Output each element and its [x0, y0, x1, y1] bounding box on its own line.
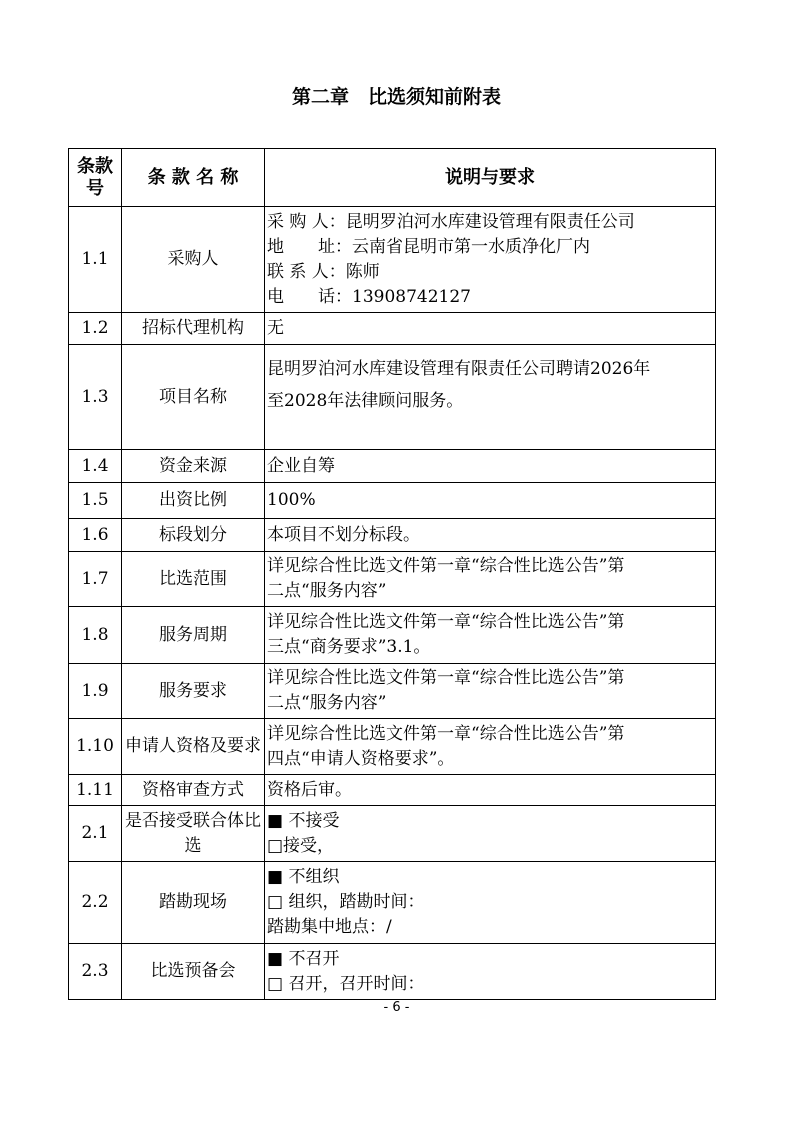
desc-line: ■ 不接受 [267, 810, 340, 831]
desc-line: 二点“服务内容” [267, 693, 387, 713]
clause-desc [265, 664, 716, 719]
clause-no: 1.11 [69, 775, 122, 806]
clause-desc [265, 552, 716, 607]
clause-desc [265, 483, 716, 519]
table-row [69, 313, 716, 345]
desc-line: 企业自筹 [267, 455, 335, 476]
desc-line: 详见综合性比选文件第一章“综合性比选公告”第 [267, 668, 625, 688]
clause-name: 采购人 [122, 207, 265, 313]
clause-name: 是否接受联合体比选 [122, 806, 265, 862]
table-row [69, 664, 716, 719]
desc-line: 采 购 人：昆明罗泊河水库建设管理有限责任公司 [267, 211, 635, 232]
table-row [69, 483, 716, 519]
desc-line: 详见综合性比选文件第一章“综合性比选公告”第 [267, 556, 625, 576]
clause-name: 服务周期 [122, 607, 265, 664]
desc-line: 无 [267, 318, 284, 338]
clause-no: 1.2 [69, 313, 122, 345]
clause-desc [265, 806, 716, 862]
clause-name: 项目名称 [122, 345, 265, 450]
desc-line: 电 话：13908742127 [267, 286, 471, 307]
clause-no: 1.5 [69, 483, 122, 519]
clause-desc [265, 607, 716, 664]
desc-line: □ 召开，召开时间： [267, 973, 425, 994]
clause-name: 服务要求 [122, 664, 265, 719]
clause-desc [265, 775, 716, 806]
clause-no: 1.10 [69, 719, 122, 775]
clause-no: 1.3 [69, 345, 122, 450]
clause-name: 比选预备会 [122, 944, 265, 1000]
table-row [69, 944, 716, 1000]
header-clause-name: 条 款 名 称 [122, 149, 265, 207]
desc-line: 昆明罗泊河水库建设管理有限责任公司聘请2026年 [267, 359, 651, 379]
table-row [69, 519, 716, 552]
clause-name: 踏勘现场 [122, 862, 265, 944]
header-description: 说明与要求 [265, 149, 716, 207]
clause-desc [265, 519, 716, 552]
table-row [69, 862, 716, 944]
header-clause-no: 条款号 [69, 149, 122, 207]
clause-desc [265, 862, 716, 944]
clause-no: 2.1 [69, 806, 122, 862]
clause-no: 1.4 [69, 450, 122, 483]
table-header-row [69, 149, 716, 207]
desc-line: 详见综合性比选文件第一章“综合性比选公告”第 [267, 723, 625, 744]
desc-line: 本项目不划分标段。 [267, 524, 420, 545]
table-row [69, 607, 716, 664]
table-row [69, 806, 716, 862]
desc-line: 100% [267, 490, 316, 510]
desc-line: 二点“服务内容” [267, 581, 387, 601]
clause-no: 1.7 [69, 552, 122, 607]
clause-no: 2.3 [69, 944, 122, 1000]
requirements-table [68, 148, 716, 1000]
page-number: - 6 - [383, 1000, 410, 1015]
clause-name: 资格审查方式 [122, 775, 265, 806]
desc-line: 至2028年法律顾问服务。 [267, 391, 464, 411]
table-row [69, 719, 716, 775]
table-row [69, 345, 716, 450]
desc-line: 地 址：云南省昆明市第一水质净化厂内 [267, 236, 590, 257]
desc-line: 踏勘集中地点：/ [267, 917, 392, 937]
desc-line: 资格后审。 [267, 779, 352, 800]
clause-name: 比选范围 [122, 552, 265, 607]
desc-line: ■ 不组织 [267, 867, 340, 887]
table-row [69, 450, 716, 483]
clause-desc [265, 450, 716, 483]
desc-line: 三点“商务要求”3.1。 [267, 637, 431, 657]
desc-line: □接受， [267, 835, 335, 856]
page-title: 第二章 比选须知前附表 [291, 86, 501, 108]
desc-line: 联 系 人：陈师 [267, 261, 380, 282]
clause-desc [265, 944, 716, 1000]
clause-desc [265, 719, 716, 775]
clause-name: 资金来源 [122, 450, 265, 483]
clause-name: 出资比例 [122, 483, 265, 519]
table-row [69, 775, 716, 806]
clause-name: 申请人资格及要求 [122, 719, 265, 775]
clause-desc [265, 313, 716, 345]
clause-no: 1.6 [69, 519, 122, 552]
desc-line: 四点“申请人资格要求”。 [267, 748, 455, 769]
desc-line: ■ 不召开 [267, 948, 340, 969]
clause-desc [265, 207, 716, 313]
table-row [69, 207, 716, 313]
clause-no: 2.2 [69, 862, 122, 944]
desc-line: 详见综合性比选文件第一章“综合性比选公告”第 [267, 612, 625, 632]
desc-line: □ 组织，踏勘时间： [267, 892, 425, 912]
clause-no: 1.8 [69, 607, 122, 664]
clause-desc [265, 345, 716, 450]
clause-name: 标段划分 [122, 519, 265, 552]
table-row [69, 552, 716, 607]
clause-name: 招标代理机构 [122, 313, 265, 345]
clause-no: 1.9 [69, 664, 122, 719]
clause-no: 1.1 [69, 207, 122, 313]
